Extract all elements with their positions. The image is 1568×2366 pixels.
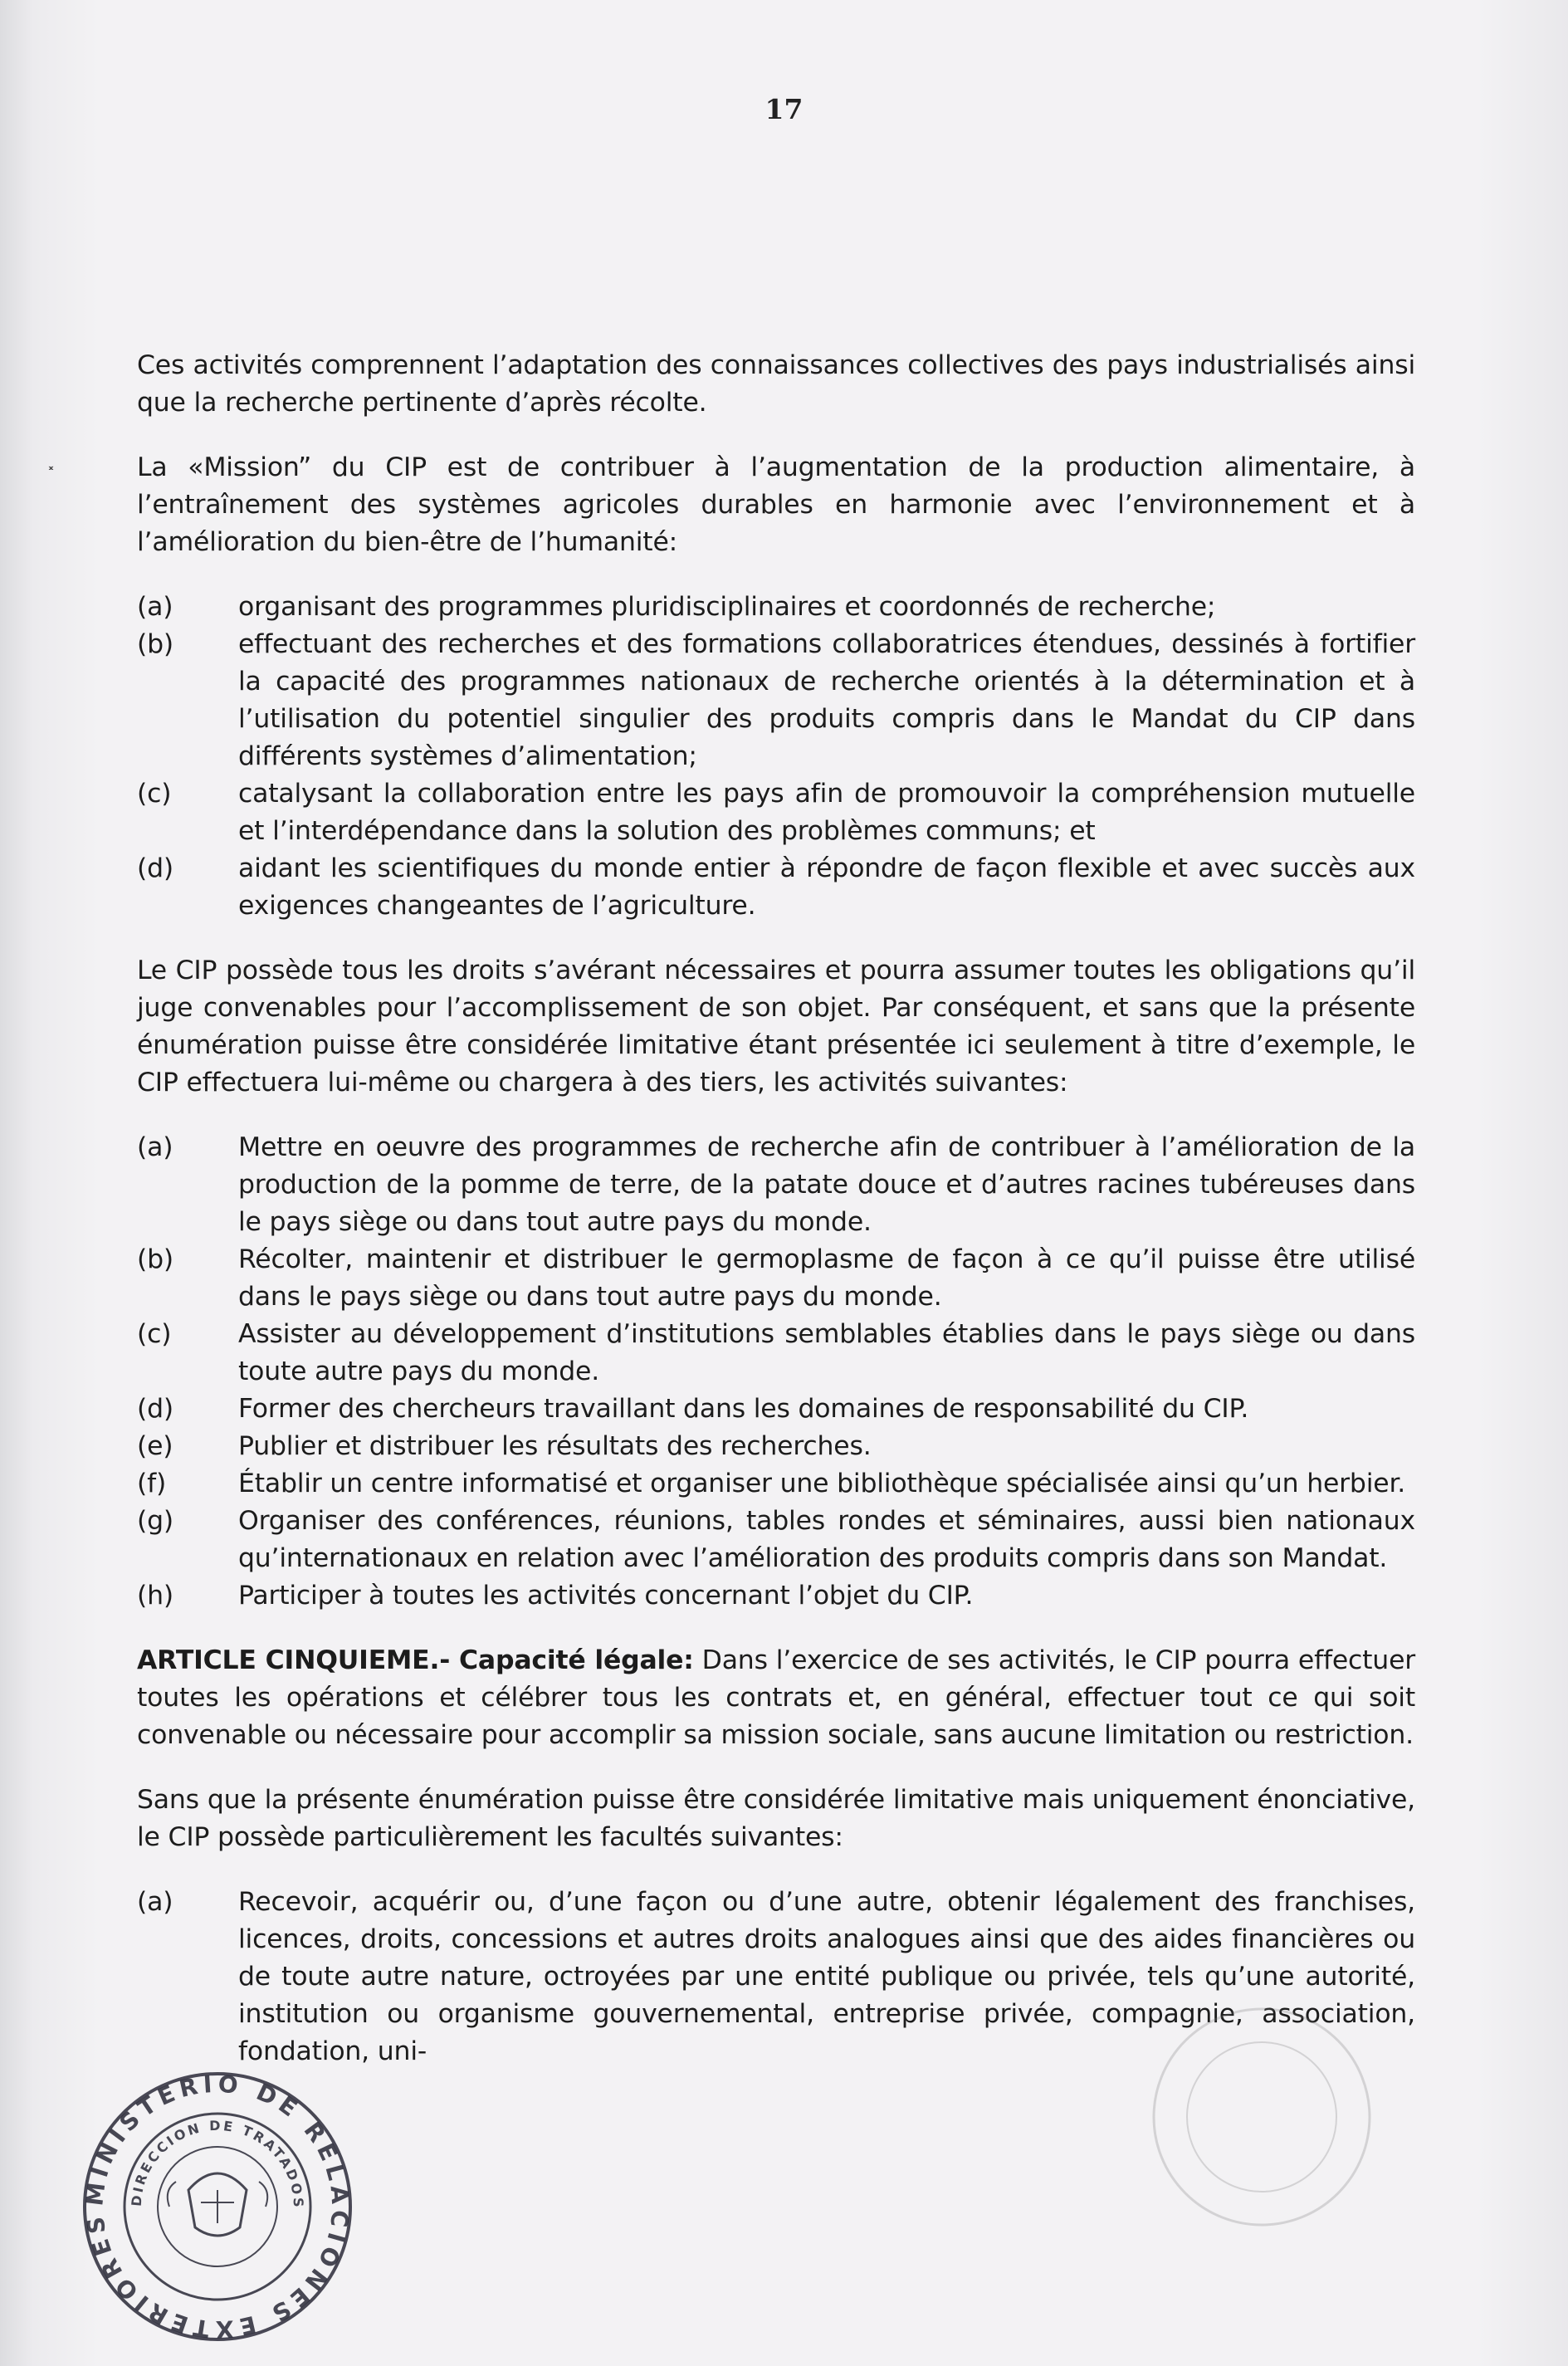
faculties-paragraph: Sans que la présente énumération puisse être considérée limitative mais uniquement énonciative, le CIP possède particulièrement les facultés suivantes:: [137, 1785, 1415, 1852]
mission-item-text: organisant des programmes pluridisciplinaires et coordonnés de recherche;: [238, 592, 1216, 622]
activity-item-marker: (e): [137, 1431, 173, 1461]
faculty-item-text: Recevoir, acquérir ou, d’une façon ou d’une autre, obtenir légalement des franchises, licences, droits, concessions et autres droits analogues ainsi que des aides financières ou de toute autre nature, octroyées par une entité publique ou privée, tels qu’une autorité, institution ou organisme gouvernemental, entreprise privée, compagnie, association, fondation, uni-: [238, 1887, 1415, 2066]
activity-item-text: Récolter, maintenir et distribuer le germoplasme de façon à ce qu’il puisse être utilisé dans le pays siège ou dans tout autre pays du monde.: [238, 1244, 1415, 1312]
activity-item: [137, 1503, 1415, 1577]
faculty-item-marker: (a): [137, 1887, 173, 1917]
mission-item-marker: (b): [137, 629, 173, 659]
mission-item-marker: (a): [137, 592, 173, 622]
activity-item-marker: (g): [137, 1506, 173, 1536]
activity-item: [137, 1391, 1415, 1428]
mission-item-text: catalysant la collaboration entre les pays afin de promouvoir la compréhension mutuelle et l’interdépendance dans la solution des problèmes communs; et: [238, 779, 1415, 846]
faint-bleedthrough-stamp: [1137, 1992, 1386, 2241]
margin-mark: ˟: [46, 466, 56, 486]
article-body: Dans l’exercice de ses activités, le CIP pourra effectuer toutes les opérations et célébrer tous les contrats et, en général, effectuer tout ce qui soit convenable ou nécessaire pour accomplir sa mission sociale, sans aucune limitation ou restriction.: [137, 1645, 1415, 1750]
article-paragraph: [137, 1642, 1415, 1754]
article-heading: ARTICLE CINQUIEME.- Capacité légale:: [137, 1645, 694, 1675]
activity-item-marker: (a): [137, 1132, 173, 1162]
ministry-seal-stamp: [76, 2065, 359, 2348]
activity-item-text: Publier et distribuer les résultats des recherches.: [238, 1431, 872, 1461]
mission-item: [137, 850, 1415, 925]
mission-item: [137, 626, 1415, 775]
activity-item: [137, 1316, 1415, 1391]
mission-paragraph: La «Mission” du CIP est de contribuer à l’augmentation de la production alimentaire, à l’entraînement des systèmes agricoles durables en harmonie avec l’environnement et à l’amélioration du bien-être de l’humanité:: [137, 452, 1415, 557]
activity-item-marker: (c): [137, 1319, 172, 1349]
activity-item: [137, 1465, 1415, 1503]
activity-item-text: Former des chercheurs travaillant dans les domaines de responsabilité du CIP.: [238, 1394, 1249, 1424]
mission-item-marker: (d): [137, 853, 173, 883]
mission-item: [137, 775, 1415, 850]
page-number: 17: [764, 93, 804, 125]
mission-item: [137, 589, 1415, 626]
mission-item-text: effectuant des recherches et des formations collaboratrices étendues, dessinés à fortifier la capacité des programmes nationaux de recherche orientés à la détermination et à l’utilisation du potentiel singulier des produits compris dans le Mandat du CIP dans différents systèmes d’alimentation;: [238, 629, 1415, 771]
stamp-inner-text: DIRECCION DE TRATADOS: [128, 2117, 307, 2210]
activity-item-text: Organiser des conférences, réunions, tables rondes et séminaires, aussi bien nationaux qu’internationaux en relation avec l’amélioration des produits compris dans son Mandat.: [238, 1506, 1415, 1573]
activity-item-text: Mettre en oeuvre des programmes de recherche afin de contribuer à l’amélioration de la production de la pomme de terre, de la patate douce et d’autres racines tubéreuses dans le pays siège ou dans tout autre pays du monde.: [238, 1132, 1415, 1237]
activity-item-marker: (d): [137, 1394, 173, 1424]
rights-paragraph: Le CIP possède tous les droits s’avérant nécessaires et pourra assumer toutes les obligations qu’il juge convenables pour l’accomplissement de son objet. Par conséquent, et sans que la présente énumération puisse être considérée limitative étant présentée ici seulement à titre d’exemple, le CIP effectuera lui-même ou chargera à des tiers, les activités suivantes:: [137, 956, 1415, 1097]
mission-list: [137, 589, 1415, 925]
stamp-outer-text: MINISTERIO DE RELACIONES EXTERIORES: [81, 2070, 354, 2344]
activity-item-marker: (h): [137, 1581, 173, 1611]
intro-paragraph: Ces activités comprennent l’adaptation des connaissances collectives des pays industrialisés ainsi que la recherche pertinente d’après récolte.: [137, 350, 1415, 418]
activity-item-text: Établir un centre informatisé et organiser une bibliothèque spécialisée ainsi qu’un herbier.: [238, 1469, 1406, 1498]
document-body: [137, 347, 1415, 2098]
activity-list: [137, 1129, 1415, 1615]
activity-item-text: Assister au développement d’institutions semblables établies dans le pays siège ou dans toute autre pays du monde.: [238, 1319, 1415, 1386]
activity-item-text: Participer à toutes les activités concernant l’objet du CIP.: [238, 1581, 974, 1611]
mission-item-marker: (c): [137, 779, 172, 809]
mission-item-text: aidant les scientifiques du monde entier à répondre de façon flexible et avec succès aux exigences changeantes de l’agriculture.: [238, 853, 1415, 921]
activity-item-marker: (b): [137, 1244, 173, 1274]
activity-item: [137, 1129, 1415, 1241]
activity-item-marker: (f): [137, 1469, 167, 1498]
activity-item: [137, 1241, 1415, 1316]
activity-item: [137, 1577, 1415, 1615]
activity-item: [137, 1428, 1415, 1465]
